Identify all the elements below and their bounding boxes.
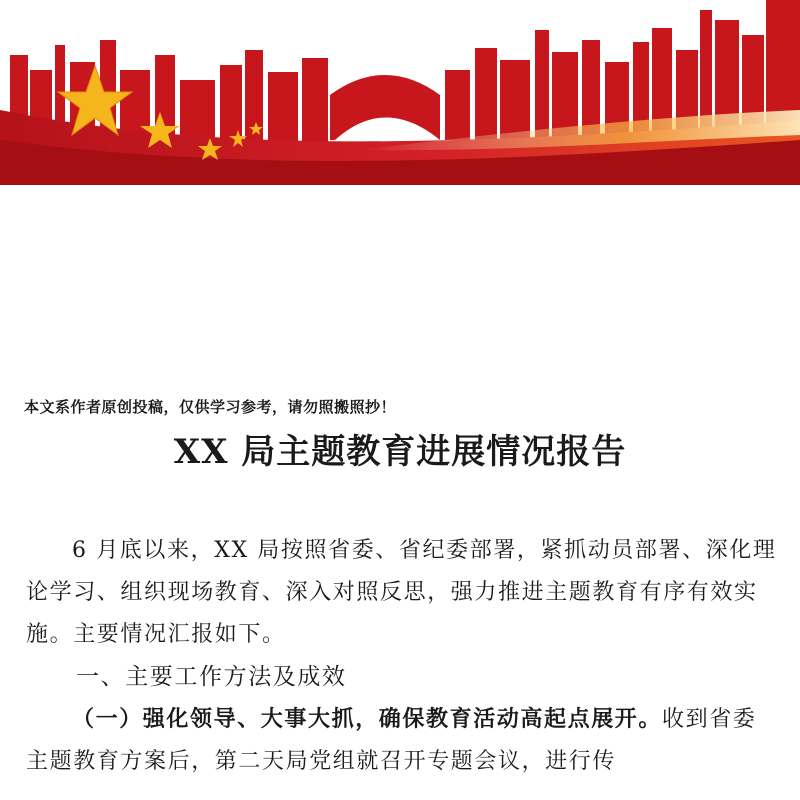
section-heading: 一、主要工作方法及成效 (76, 664, 347, 690)
header-banner (0, 0, 800, 200)
intro-paragraph: 6 月底以来，XX 局按照省委、省纪委部署，紧抓动员部署、深化理论学习、组织现场教育、深入对照反思，强力推进主题教育有序有效实施。主要情况汇报如下。 (26, 538, 777, 647)
subsection-paragraph (26, 698, 778, 783)
document-body (26, 530, 778, 783)
subsection-text: 收到省委主题教育方案后，第二天局党组就召开专题会议，进行传 (26, 707, 757, 774)
document-title: XX 局主题教育进展情况报告 (173, 432, 627, 472)
subsection-heading: （一）强化领导、大事大抓，确保教育活动高起点展开。 (72, 706, 663, 732)
city-skyline-graphic (0, 0, 800, 200)
copyright-note: 本文系作者原创投稿，仅供学习参考，请勿照搬照抄！ (24, 398, 397, 416)
